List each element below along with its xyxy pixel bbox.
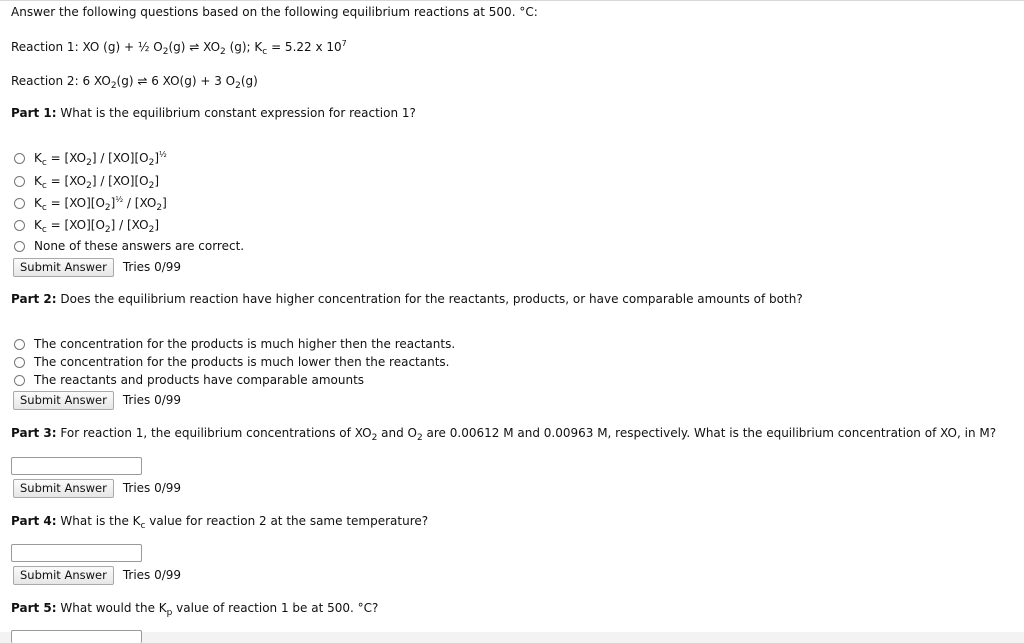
radio-button[interactable] (14, 176, 25, 187)
radio-button[interactable] (14, 339, 25, 350)
part-2-option-3[interactable] (14, 372, 364, 388)
part-1-option-2[interactable] (14, 173, 159, 189)
subscript: 2 (235, 81, 241, 91)
reaction-2-lhs: 6 XO (82, 74, 111, 88)
part-2-option-1[interactable] (14, 336, 455, 352)
part-4-tries: Tries 0/99 (122, 568, 182, 582)
reaction-1-k: (g); K (225, 40, 263, 54)
part-4-submit-row (13, 565, 181, 585)
part-4-question (11, 513, 428, 529)
part-3-submit-row (13, 478, 181, 498)
option-label: $K_c = [XO][O_2]^{\frac{1}{2}} / [XO_2]$ (34, 195, 167, 213)
part-3-tries: Tries 0/99 (122, 481, 182, 495)
part-1-option-3[interactable] (14, 195, 167, 211)
option-label: $K_c = [XO_2] / [XO][O_2]^{\frac{1}{2}}$ (34, 150, 167, 168)
bottom-bar (0, 632, 1024, 643)
option-label: None of these answers are correct. (34, 239, 245, 253)
option-label: The concentration for the products is much higher then the reactants. (34, 337, 456, 351)
part-2-option-2[interactable] (14, 354, 450, 370)
part-4-answer-input[interactable] (11, 544, 142, 562)
part-1-submit-button[interactable]: Submit Answer (13, 258, 114, 277)
reaction-2-rhs: (g) ⇌ 6 XO(g) + 3 O (116, 74, 236, 88)
reaction-1-k-value: = 5.22 x 10 (267, 40, 342, 54)
reaction-2 (11, 73, 258, 89)
part-5-answer-input[interactable] (11, 630, 142, 643)
subscript: 2 (416, 433, 423, 443)
part-1-text: What is the equilibrium constant expression for reaction 1? (60, 106, 416, 120)
part-4-label: Part 4: (11, 514, 57, 528)
exponent: 7 (341, 39, 347, 48)
part-1-submit-row (13, 257, 181, 277)
option-label: The reactants and products have comparable amounts (34, 373, 365, 387)
part-2-submit-row (13, 390, 181, 410)
part-2-question (11, 291, 803, 307)
radio-button[interactable] (14, 198, 25, 209)
reaction-2-phase: (g) (240, 74, 258, 88)
part-1-question (11, 105, 416, 121)
intro-text: Answer the following questions based on the following equilibrium reactions at 500. °C: (11, 5, 538, 19)
subscript: 2 (110, 81, 117, 91)
subscript: p (166, 608, 173, 618)
radio-button[interactable] (14, 357, 25, 368)
part-5-text: value of reaction 1 be at 500. °C? (172, 601, 379, 615)
part-2-submit-button[interactable]: Submit Answer (13, 391, 114, 410)
top-border (0, 0, 1024, 1)
radio-button[interactable] (14, 241, 25, 252)
radio-button[interactable] (14, 220, 25, 231)
part-5-label: Part 5: (11, 601, 57, 615)
part-3-question (11, 425, 996, 441)
part-3-text: For reaction 1, the equilibrium concentrations of XO (60, 426, 372, 440)
part-1-tries: Tries 0/99 (122, 260, 182, 274)
reaction-2-label: Reaction 2: (11, 74, 79, 88)
option-label: $K_c = [XO_2] / [XO][O_2]$ (34, 174, 159, 191)
part-3-submit-button[interactable]: Submit Answer (13, 479, 114, 498)
part-3-answer-input[interactable] (11, 457, 142, 475)
part-1-option-5[interactable] (14, 238, 244, 254)
reaction-1 (11, 39, 347, 55)
subscript: c (140, 521, 146, 531)
radio-button[interactable] (14, 153, 25, 164)
part-3-text: and O (377, 426, 417, 440)
reaction-1-arrow: (g) ⇌ XO (168, 40, 221, 54)
reaction-1-lhs: XO (g) + ½ O (82, 40, 163, 54)
part-1-option-1[interactable] (14, 150, 167, 166)
part-4-text: value for reaction 2 at the same temperature? (145, 514, 429, 528)
subscript: c (262, 47, 268, 57)
option-label: $K_c = [XO][O_2] / [XO_2]$ (34, 218, 159, 235)
subscript: 2 (220, 47, 226, 57)
part-5-text: What would the K (60, 601, 167, 615)
part-4-submit-button[interactable]: Submit Answer (13, 566, 114, 585)
part-2-label: Part 2: (11, 292, 57, 306)
part-4-text: What is the K (60, 514, 141, 528)
radio-button[interactable] (14, 375, 25, 386)
part-3-text: are 0.00612 M and 0.00963 M, respectively. What is the equilibrium concentration of XO, in M? (422, 426, 997, 440)
part-2-tries: Tries 0/99 (122, 393, 182, 407)
reaction-1-label: Reaction 1: (11, 40, 79, 54)
subscript: 2 (371, 433, 378, 443)
part-2-text: Does the equilibrium reaction have higher concentration for the reactants, products, or have comparable amounts of both? (60, 292, 803, 306)
part-1-label: Part 1: (11, 106, 57, 120)
subscript: 2 (162, 47, 169, 57)
part-5-question (11, 600, 378, 616)
option-label: The concentration for the products is much lower then the reactants. (34, 355, 450, 369)
part-3-label: Part 3: (11, 426, 57, 440)
part-1-option-4[interactable] (14, 217, 159, 233)
